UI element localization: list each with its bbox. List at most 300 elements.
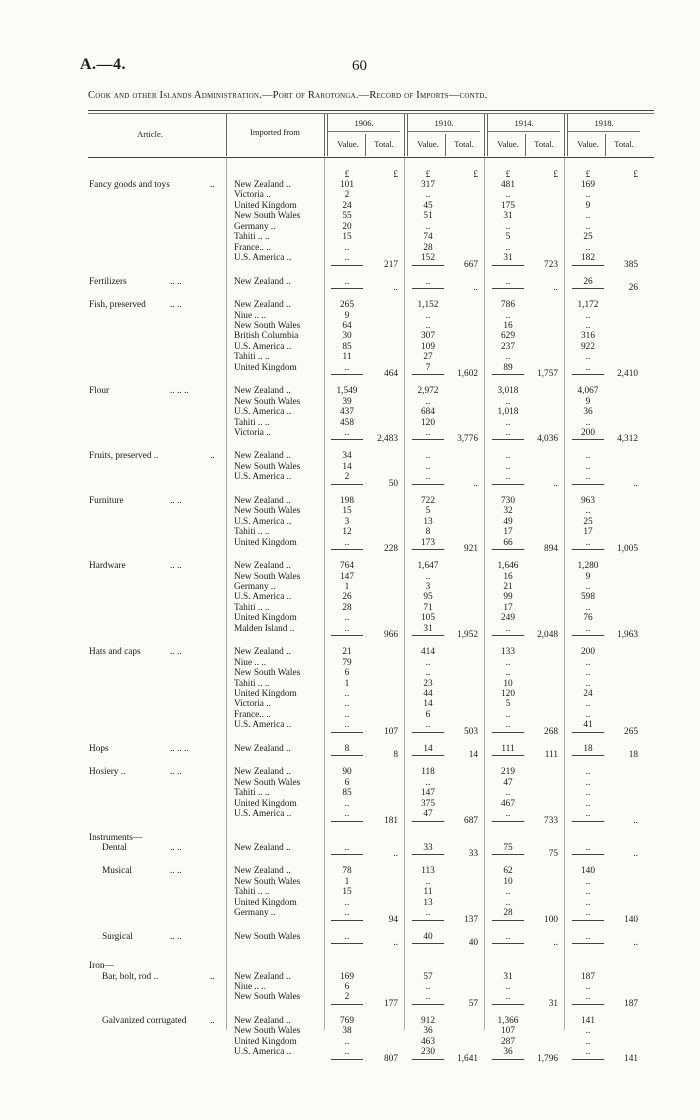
- cell-value: 30: [342, 331, 352, 342]
- group-total: 40: [468, 938, 478, 949]
- cell-value: 463: [421, 1036, 435, 1047]
- column-divider: [487, 114, 488, 156]
- group-total: 1,963: [617, 630, 638, 641]
- imported-from: U.S. America ..: [234, 1047, 292, 1058]
- cell-value: ..: [505, 417, 511, 428]
- imported-from: New Zealand ..: [234, 561, 291, 572]
- imported-from: New South Wales: [234, 320, 301, 331]
- cell-value: 764: [340, 561, 354, 572]
- cell-value: 437: [340, 407, 354, 418]
- cell-value: ..: [344, 362, 350, 373]
- cell-value: 147: [421, 788, 435, 799]
- cell-value: ..: [425, 221, 431, 232]
- value-total-divider: [445, 134, 446, 156]
- article-name: Musical: [102, 866, 132, 877]
- currency-value-symbol: £: [344, 170, 350, 180]
- cell-value: 2: [344, 190, 350, 201]
- imported-from: Niue .. ..: [234, 982, 267, 992]
- header-bottom-rule: [88, 157, 654, 158]
- group-total: 111: [544, 750, 558, 761]
- imported-from: United Kingdom: [234, 798, 297, 809]
- body-column-divider: [564, 158, 565, 1030]
- cell-value: 33: [423, 842, 433, 853]
- cell-value: 17: [583, 527, 593, 538]
- cell-value: 89: [503, 362, 513, 373]
- cell-value: 13: [423, 516, 433, 527]
- group-total: 107: [384, 726, 398, 737]
- group-total: ..: [553, 938, 558, 949]
- cell-value: 15: [342, 232, 352, 243]
- cell-value: ..: [585, 310, 591, 321]
- cell-value: 26: [583, 276, 593, 287]
- cell-value: 55: [342, 211, 352, 222]
- cell-value: ..: [425, 992, 431, 1003]
- cell-value: ..: [425, 276, 431, 287]
- imported-from: Tahiti .. ..: [234, 232, 270, 243]
- cell-value: 722: [421, 495, 435, 506]
- currency-total-symbol: £: [473, 170, 478, 180]
- cell-value: ..: [344, 798, 350, 809]
- cell-value: 467: [501, 798, 515, 809]
- cell-value: ..: [505, 668, 511, 679]
- cell-value: ..: [344, 1047, 350, 1058]
- cell-value: 922: [581, 341, 595, 352]
- cell-value: 16: [503, 571, 513, 582]
- header-imported-from: Imported from: [250, 127, 300, 137]
- header-year: 1906.: [354, 118, 374, 128]
- cell-value: ..: [585, 842, 591, 853]
- imported-from: U.S. America ..: [234, 341, 292, 352]
- currency-value-symbol: £: [585, 170, 591, 180]
- imported-from: U.S. America ..: [234, 592, 292, 603]
- cell-value: 109: [421, 341, 435, 352]
- cell-value: 1,018: [497, 407, 519, 418]
- table-title: Cook and other Islands Administration.—Port of Rarotonga.—Record of Imports—contd.: [88, 90, 488, 101]
- group-total: 4,312: [617, 434, 638, 445]
- cell-value: ..: [425, 982, 431, 992]
- cell-value: ..: [425, 320, 431, 331]
- cell-value: 120: [501, 689, 515, 699]
- cell-value: ..: [344, 709, 350, 720]
- table-top-rule: [88, 110, 654, 111]
- cell-value: ..: [585, 451, 591, 462]
- cell-value: 105: [421, 613, 435, 624]
- cell-value: 1,549: [336, 386, 358, 397]
- cell-value: 598: [581, 592, 595, 603]
- header-year: 1910.: [434, 118, 454, 128]
- group-total: ..: [393, 849, 398, 860]
- cell-value: ..: [425, 668, 431, 679]
- cell-value: 9: [585, 200, 591, 211]
- imported-from: New South Wales: [234, 211, 301, 222]
- cell-value: 23: [423, 678, 433, 689]
- cell-value: 1: [344, 678, 350, 689]
- cell-value: ..: [505, 472, 511, 483]
- cell-value: ..: [505, 897, 511, 908]
- cell-value: ..: [585, 709, 591, 720]
- cell-value: 74: [423, 232, 433, 243]
- imported-from: France.. ..: [234, 709, 271, 720]
- cell-value: 2,972: [417, 386, 439, 397]
- cell-value: ..: [505, 310, 511, 321]
- cell-value: 10: [503, 876, 513, 887]
- group-total: 1,952: [457, 630, 478, 641]
- imported-from: New Zealand ..: [234, 495, 291, 506]
- header-year: 1918.: [594, 118, 614, 128]
- cell-value: ..: [425, 190, 431, 201]
- cell-value: 25: [583, 232, 593, 243]
- leader-dots: .. ..: [170, 561, 182, 572]
- group-total: 181: [384, 815, 398, 826]
- cell-value: ..: [344, 699, 350, 710]
- cell-value: 31: [423, 623, 433, 634]
- cell-value: 71: [423, 602, 433, 613]
- group-total: 464: [384, 369, 398, 380]
- cell-value: ..: [344, 689, 350, 699]
- cell-value: ..: [585, 897, 591, 908]
- cell-value: ..: [344, 242, 350, 253]
- group-total: 228: [384, 544, 398, 555]
- cell-value: 36: [503, 1047, 513, 1058]
- cell-value: ..: [585, 777, 591, 788]
- cell-value: 5: [505, 699, 511, 710]
- article-name: Fish, preserved: [89, 300, 146, 311]
- cell-value: 3: [344, 516, 350, 527]
- leader-dots: .. ..: [170, 276, 182, 287]
- cell-value: 629: [501, 331, 515, 342]
- imported-from: Tahiti .. ..: [234, 678, 270, 689]
- imported-from: Germany ..: [234, 221, 276, 232]
- header-year-rule: [568, 131, 640, 132]
- cell-value: 95: [423, 592, 433, 603]
- cell-value: 17: [503, 527, 513, 538]
- header-year-rule: [408, 131, 480, 132]
- group-total: 687: [464, 815, 478, 826]
- cell-value: 458: [340, 417, 354, 428]
- leader-dots: .. ..: [170, 866, 182, 877]
- cell-value: 237: [501, 341, 515, 352]
- cell-value: ..: [425, 777, 431, 788]
- header-total: Total.: [374, 139, 394, 149]
- group-total: 3,776: [457, 434, 478, 445]
- cell-value: 2: [344, 992, 350, 1003]
- leader-dots: .. .. ..: [170, 743, 189, 754]
- cell-value: 230: [421, 1047, 435, 1058]
- imported-from: United Kingdom: [234, 689, 297, 699]
- cell-value: ..: [344, 908, 350, 919]
- column-divider: [407, 114, 408, 156]
- cell-value: ..: [585, 623, 591, 634]
- group-total: ..: [473, 283, 478, 294]
- imported-from: Tahiti .. ..: [234, 417, 270, 428]
- article-name: Hats and caps: [89, 647, 141, 658]
- cell-value: 49: [503, 516, 513, 527]
- article-name: Bar, bolt, rod ..: [102, 971, 159, 982]
- cell-value: 786: [501, 300, 515, 311]
- cell-value: ..: [505, 352, 511, 363]
- cell-value: ..: [505, 982, 511, 992]
- cell-value: 113: [421, 866, 435, 877]
- cell-value: 21: [342, 647, 352, 658]
- article-name: Dental: [102, 842, 127, 853]
- cell-value: 169: [340, 971, 354, 982]
- group-total: 137: [464, 914, 478, 925]
- imported-from: New Zealand ..: [234, 386, 291, 397]
- leader-dots: ..: [210, 180, 215, 190]
- imported-from: U.S. America ..: [234, 809, 292, 820]
- cell-value: 169: [581, 180, 595, 190]
- cell-value: 684: [421, 407, 435, 418]
- cell-value: 1,172: [577, 300, 599, 311]
- cell-value: 75: [503, 842, 513, 853]
- cell-value: 26: [342, 592, 352, 603]
- cell-value: ..: [344, 931, 350, 942]
- cell-value: ..: [585, 190, 591, 201]
- imported-from: New South Wales: [234, 1026, 301, 1037]
- cell-value: 36: [423, 1026, 433, 1037]
- currency-value-symbol: £: [425, 170, 431, 180]
- group-total: 141: [624, 1053, 638, 1064]
- cell-value: 13: [423, 897, 433, 908]
- cell-value: ..: [505, 396, 511, 407]
- column-divider: [564, 114, 565, 156]
- article-name: Fancy goods and toys: [89, 180, 170, 190]
- cell-value: ..: [344, 897, 350, 908]
- imported-from: United Kingdom: [234, 1036, 297, 1047]
- leader-dots: .. ..: [170, 931, 182, 942]
- imported-from: New Zealand ..: [234, 1015, 291, 1026]
- cell-value: ..: [344, 842, 350, 853]
- cell-value: ..: [344, 720, 350, 731]
- cell-value: ..: [505, 992, 511, 1003]
- group-total: 4,036: [537, 434, 558, 445]
- cell-value: ..: [425, 310, 431, 321]
- group-total: ..: [473, 478, 478, 489]
- cell-value: ..: [505, 709, 511, 720]
- cell-value: 44: [423, 689, 433, 699]
- cell-value: 38: [342, 1026, 352, 1037]
- cell-value: ..: [585, 472, 591, 483]
- leader-dots: .. .. ..: [170, 386, 189, 397]
- value-total-divider: [605, 134, 606, 156]
- cell-value: ..: [505, 451, 511, 462]
- cell-value: 99: [503, 592, 513, 603]
- header-total: Total.: [454, 139, 474, 149]
- group-total: 667: [464, 259, 478, 270]
- group-total: 733: [544, 815, 558, 826]
- group-total: 217: [384, 259, 398, 270]
- cell-value: ..: [505, 276, 511, 287]
- cell-value: ..: [585, 982, 591, 992]
- cell-value: 265: [340, 300, 354, 311]
- cell-value: 32: [503, 506, 513, 517]
- cell-value: 375: [421, 798, 435, 809]
- imported-from: New South Wales: [234, 571, 301, 582]
- imported-from: New South Wales: [234, 668, 301, 679]
- imported-from: United Kingdom: [234, 200, 297, 211]
- cell-value: 1,280: [577, 561, 599, 572]
- cell-value: 6: [425, 709, 431, 720]
- imported-from: New Zealand ..: [234, 971, 291, 982]
- imported-from: Tahiti .. ..: [234, 602, 270, 613]
- header-value: Value.: [577, 139, 599, 149]
- imported-from: Niue .. ..: [234, 657, 267, 668]
- group-total: 75: [548, 849, 558, 860]
- cell-value: ..: [505, 809, 511, 820]
- group-total: 18: [628, 750, 638, 761]
- header-value: Value.: [417, 139, 439, 149]
- imported-from: Tahiti .. ..: [234, 788, 270, 799]
- cell-value: 187: [581, 971, 595, 982]
- cell-value: 27: [423, 352, 433, 363]
- cell-value: 25: [583, 516, 593, 527]
- value-total-divider: [525, 134, 526, 156]
- column-divider: [324, 114, 325, 156]
- group-total: 1,005: [617, 544, 638, 555]
- header-year-rule: [488, 131, 560, 132]
- cell-value: 78: [342, 866, 352, 877]
- cell-value: ..: [585, 221, 591, 232]
- article-name: Surgical: [102, 931, 133, 942]
- leader-dots: .. ..: [170, 842, 182, 853]
- imported-from: New South Wales: [234, 992, 301, 1003]
- cell-value: 28: [423, 242, 433, 253]
- article-name: Furniture: [89, 495, 124, 506]
- cell-value: 200: [581, 428, 595, 438]
- cell-value: ..: [585, 699, 591, 710]
- cell-value: 31: [503, 211, 513, 222]
- group-total: 723: [544, 259, 558, 270]
- cell-value: 912: [421, 1015, 435, 1026]
- cell-value: ..: [585, 992, 591, 1003]
- group-total: ..: [553, 478, 558, 489]
- group-total: ..: [633, 815, 638, 826]
- currency-total-symbol: £: [553, 170, 558, 180]
- cell-value: 287: [501, 1036, 515, 1047]
- cell-value: ..: [505, 788, 511, 799]
- header-value: Value.: [337, 139, 359, 149]
- cell-value: ..: [505, 623, 511, 634]
- article-heading: Instruments—: [89, 832, 143, 843]
- cell-value: ..: [425, 657, 431, 668]
- currency-value-symbol: £: [505, 170, 511, 180]
- value-total-divider: [365, 134, 366, 156]
- cell-value: 14: [342, 461, 352, 472]
- leader-dots: ..: [210, 971, 215, 982]
- cell-value: ..: [344, 253, 350, 264]
- cell-value: 16: [503, 320, 513, 331]
- imported-from: New Zealand ..: [234, 180, 291, 190]
- imported-from: Tahiti .. ..: [234, 352, 270, 363]
- cell-value: 141: [581, 1015, 595, 1026]
- group-total: 33: [468, 849, 478, 860]
- cell-value: ..: [585, 931, 591, 942]
- cell-value: ..: [585, 678, 591, 689]
- cell-value: 1,152: [417, 300, 439, 311]
- cell-value: 1,647: [417, 561, 439, 572]
- group-total: 26: [628, 283, 638, 294]
- cell-value: 173: [421, 537, 435, 548]
- header-year-rule: [328, 131, 400, 132]
- cell-value: ..: [585, 657, 591, 668]
- cell-value: ..: [425, 461, 431, 472]
- imported-from: U.S. America ..: [234, 472, 292, 483]
- imported-from: New Zealand ..: [234, 743, 291, 754]
- cell-value: 1,646: [497, 561, 519, 572]
- cell-value: 307: [421, 331, 435, 342]
- cell-value: ..: [585, 242, 591, 253]
- cell-value: ..: [344, 623, 350, 634]
- group-total: 268: [544, 726, 558, 737]
- cell-value: 3: [425, 581, 431, 592]
- cell-value: 40: [423, 931, 433, 942]
- cell-value: ..: [425, 451, 431, 462]
- cell-value: 3,018: [497, 386, 519, 397]
- imported-from: U.S. America ..: [234, 720, 292, 731]
- group-total: 1,757: [537, 369, 558, 380]
- cell-value: 5: [425, 506, 431, 517]
- group-total: 921: [464, 544, 478, 555]
- group-total: 50: [388, 478, 398, 489]
- cell-value: ..: [505, 720, 511, 731]
- leader-dots: .. ..: [170, 647, 182, 658]
- cell-value: 140: [581, 866, 595, 877]
- cell-value: 9: [344, 310, 350, 321]
- leader-dots: .. ..: [170, 767, 182, 778]
- cell-value: 47: [423, 809, 433, 820]
- cell-value: 57: [423, 971, 433, 982]
- cell-value: 4,067: [577, 386, 599, 397]
- cell-value: 1,366: [497, 1015, 519, 1026]
- cell-value: 18: [583, 743, 593, 754]
- cell-value: 111: [501, 743, 515, 754]
- cell-value: 1: [344, 581, 350, 592]
- imported-from: British Columbia: [234, 331, 299, 342]
- cell-value: 90: [342, 767, 352, 778]
- cell-value: 51: [423, 211, 433, 222]
- cell-value: 31: [503, 971, 513, 982]
- cell-value: ..: [505, 461, 511, 472]
- cell-value: ..: [585, 581, 591, 592]
- group-total: 265: [624, 726, 638, 737]
- cell-value: ..: [585, 461, 591, 472]
- cell-value: 62: [503, 866, 513, 877]
- cell-value: 28: [503, 908, 513, 919]
- currency-total-symbol: £: [633, 170, 638, 180]
- cell-value: 11: [423, 887, 433, 898]
- cell-value: 198: [340, 495, 354, 506]
- article-name: Hops: [89, 743, 109, 754]
- article-name: Fertilizers: [89, 276, 127, 287]
- cell-value: ..: [585, 1036, 591, 1047]
- cell-value: ..: [425, 720, 431, 731]
- imported-from: New South Wales: [234, 931, 301, 942]
- cell-value: ..: [585, 417, 591, 428]
- imported-from: United Kingdom: [234, 897, 297, 908]
- cell-value: ..: [505, 428, 511, 438]
- group-total: 966: [384, 630, 398, 641]
- group-total: 1,796: [537, 1053, 558, 1064]
- cell-value: 175: [501, 200, 515, 211]
- cell-value: ..: [585, 798, 591, 809]
- cell-value: 41: [583, 720, 593, 731]
- imported-from: Victoria ..: [234, 428, 271, 438]
- cell-value: 6: [344, 982, 350, 992]
- cell-value: 7: [425, 362, 431, 373]
- cell-value: 107: [501, 1026, 515, 1037]
- imported-from: New South Wales: [234, 777, 301, 788]
- table-top-rule-2: [88, 113, 654, 114]
